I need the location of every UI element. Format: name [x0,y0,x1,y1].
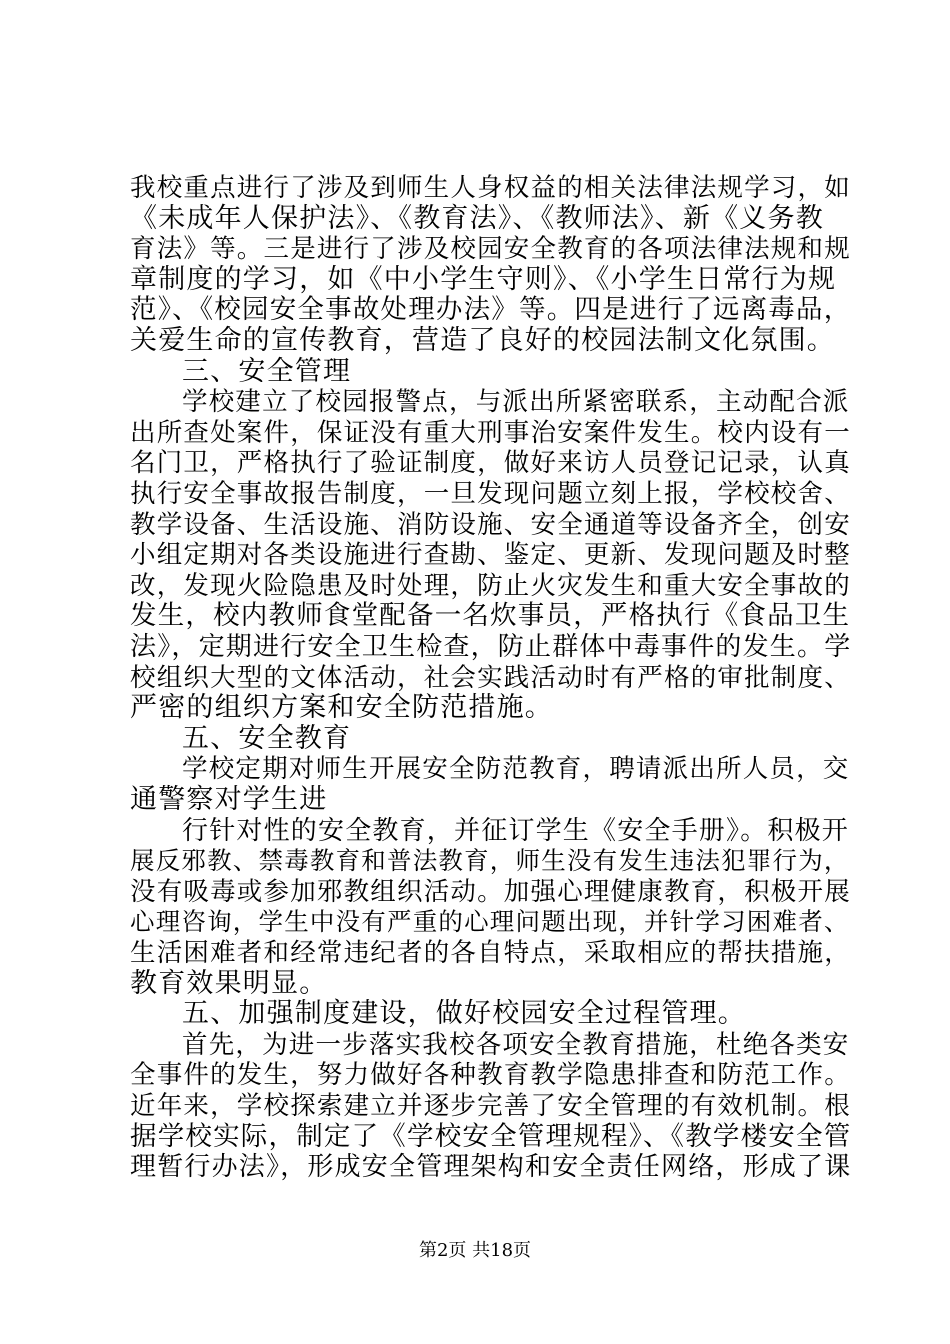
paragraph-line: 法》，定期进行安全卫生检查，防止群体中毒事件的发生。学 [130,632,852,662]
paragraph-line: 出所查处案件，保证没有重大刑事治安案件发生。校内设有一 [130,417,851,448]
section-heading: 五、安全教育 [182,722,352,754]
paragraph-line: 关爱生命的宣传教育，营造了良好的校园法制文化氛围。 [130,325,835,356]
paragraph-line: 范》、《校园安全事故处理办法》等。四是进行了远离毒品， [130,294,852,326]
paragraph-line: 改，发现火险隐患及时处理，防止火灾发生和重大安全事故的 [130,570,851,601]
paragraph-line: 教育效果明显。 [130,967,328,999]
paragraph-line: 行针对性的安全教育，并征订学生《安全手册》。积极开 [182,815,850,846]
page-footer: 第2页 共18页 [418,1240,532,1261]
paragraph-line: 通警察对学生进 [130,784,328,815]
paragraph-line: 发生，校内教师食堂配备一名炊事员，严格执行《食品卫生 [130,600,851,632]
section-heading: 三、安全管理 [182,355,352,387]
paragraph-line: 生活困难者和经常违纪者的各自特点，采取相应的帮扶措施， [130,938,851,968]
paragraph-line: 据学校实际，制定了《学校安全管理规程》、《教学楼安全管 [130,1120,852,1152]
paragraph-line: 《未成年人保护法》、《教育法》、《教师法》、新《义务教 [130,202,824,234]
paragraph-line: 展反邪教、禁毒教育和普法教育，师生没有发生违法犯罪行为， [130,846,850,876]
paragraph-line: 我校重点进行了涉及到师生人身权益的相关法律法规学习，如 [130,173,851,203]
paragraph-line: 小组定期对各类设施进行查勘、鉴定、更新、发现问题及时整 [130,540,851,571]
paragraph-line: 全事件的发生，努力做好各种教育教学隐患排查和防范工作。 [130,1060,851,1091]
paragraph-line: 近年来，学校探索建立并逐步完善了安全管理的有效机制。根 [130,1091,851,1121]
paragraph-line: 严密的组织方案和安全防范措施。 [130,692,553,724]
paragraph-line: 理暂行办法》，形成安全管理架构和安全责任网络，形成了课 [130,1152,852,1183]
paragraph-line: 章制度的学习，如《中小学生守则》、《小学生日常行为规 [130,263,837,295]
paragraph-line: 学校建立了校园报警点，与派出所紧密联系，主动配合派 [182,387,850,418]
paragraph-line: 教学设备、生活设施、消防设施、安全通道等设备齐全，创安 [130,509,851,540]
paragraph-line: 执行安全事故报告制度，一旦发现问题立刻上报，学校校舍、 [130,479,851,509]
paragraph-line: 心理咨询，学生中没有严重的心理问题出现，并针学习困难者、 [130,907,850,937]
paragraph-line: 育法》等。三是进行了涉及校园安全教育的各项法律法规和规 [130,234,851,265]
paragraph-line: 没有吸毒或参加邪教组织活动。加强心理健康教育，积极开展 [130,876,851,907]
paragraph-line: 首先，为进一步落实我校各项安全教育措施，杜绝各类安 [182,1029,850,1060]
paragraph-line: 学校定期对师生开展安全防范教育，聘请派出所人员，交 [182,754,850,785]
paragraph-line: 名门卫，严格执行了验证制度，做好来访人员登记记录，认真 [130,448,851,479]
paragraph-line: 校组织大型的文体活动，社会实践活动时有严格的审批制度、 [130,662,851,693]
section-heading: 五、加强制度建设，做好校园安全过程管理。 [182,998,746,1030]
